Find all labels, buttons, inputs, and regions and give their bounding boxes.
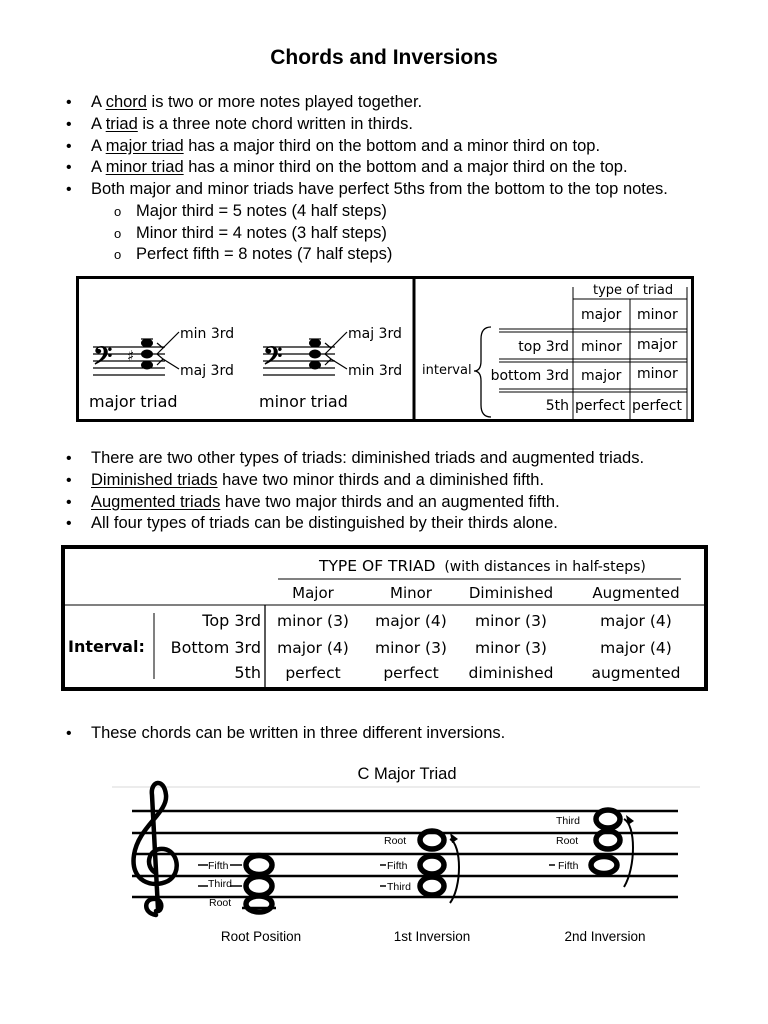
bass-clef-icon: 𝄢	[263, 342, 283, 377]
major-bottom-interval-label: maj 3rd	[180, 363, 234, 379]
definition-bullet-item	[66, 92, 668, 114]
row-label-5th: 5th	[545, 398, 569, 414]
table-cell: major (4)	[600, 639, 672, 657]
triad-bullet-text: have two minor thirds and a diminished fifth.	[217, 470, 545, 489]
triad-bullet-term: Augmented triads	[91, 492, 221, 511]
table-cell: minor (3)	[475, 639, 547, 657]
bullet-list-inversions	[66, 723, 505, 745]
definition-bullet-text: is a three note chord written in thirds.	[137, 114, 413, 133]
table-header-type-of-triad: type of triad	[593, 283, 674, 298]
row-label-top-3rd: top 3rd	[518, 339, 569, 355]
interval-label: interval	[422, 363, 472, 378]
table-cell: augmented	[591, 664, 681, 682]
first-inv-fifth-label: Fifth	[387, 860, 408, 872]
triad-bullet-term: Diminished triads	[91, 470, 218, 489]
table-cell: perfect	[383, 664, 439, 682]
table-cell: diminished	[468, 664, 554, 682]
table-cell: major (4)	[277, 639, 349, 657]
first-inv-root-label: Root	[384, 835, 407, 847]
table-title-note: (with distances in half-steps)	[444, 559, 646, 575]
definition-bullet-text: A	[91, 158, 106, 177]
definition-bullet-item	[66, 136, 668, 158]
definition-bullet-text: is two or more notes played together.	[146, 93, 423, 111]
minor-bottom-interval-label: min 3rd	[348, 363, 403, 379]
interval-sub-bullet-text: Minor third = 4 notes (3 half steps)	[136, 223, 387, 242]
definition-bullet-text: Both major and minor triads have perfect 5ths from the bottom to the top notes.	[91, 180, 668, 199]
definition-bullet-text: A	[91, 93, 106, 111]
definition-bullet-term: minor triad	[105, 158, 184, 177]
col-header-major: Major	[292, 584, 334, 602]
col-header-minor: minor	[637, 307, 678, 323]
bass-clef-icon: 𝄢	[93, 342, 113, 377]
triad-figure-svg	[79, 279, 691, 419]
triad-types-table-svg	[65, 549, 704, 687]
definition-bullet-item	[66, 179, 668, 201]
interval-sub-bullet-text: Perfect fifth = 8 notes (7 half steps)	[136, 245, 393, 264]
treble-clef-icon	[134, 783, 177, 915]
triad-bullet-item	[66, 470, 644, 492]
interval-sub-bullet-text: Major third = 5 notes (4 half steps)	[136, 202, 387, 220]
triad-types-table	[61, 545, 708, 691]
definition-bullet-term: major triad	[105, 136, 184, 155]
inversion-bullet-text: These chords can be written in three different inversions.	[91, 724, 506, 742]
root-pos-fifth-label: Fifth	[208, 860, 229, 872]
table-cell: major (4)	[600, 612, 672, 630]
triad-bullet-item	[66, 492, 644, 514]
col-header-minor: Minor	[390, 584, 432, 602]
caption-first-inversion: 1st Inversion	[393, 929, 471, 944]
bullet-list-other-triads	[66, 448, 644, 535]
major-top-interval-label: min 3rd	[180, 326, 235, 342]
first-inv-third-label: Third	[387, 881, 411, 893]
interval-sub-bullet-item	[114, 244, 392, 266]
interval-brace	[474, 327, 491, 417]
triad-bullet-item	[66, 448, 644, 470]
minor-triad-caption: minor triad	[259, 392, 348, 411]
staff-svg	[112, 763, 702, 953]
interval-sub-bullet-item	[114, 201, 392, 223]
first-inversion-chord	[380, 831, 459, 903]
cell-5th-minor: perfect	[632, 398, 682, 414]
table-title: TYPE OF TRIAD	[319, 557, 436, 575]
major-triad-caption: major triad	[89, 392, 178, 411]
definition-bullet-item	[66, 157, 668, 179]
col-header-diminished: Diminished	[468, 584, 554, 602]
root-pos-root-label: Root	[209, 897, 232, 909]
col-header-augmented: Augmented	[592, 584, 680, 602]
triad-type-table	[422, 283, 687, 419]
interval-sub-bullet-item	[114, 223, 392, 245]
root-pos-third-label: Third	[208, 878, 232, 890]
triad-bullet-item	[66, 513, 644, 535]
svg-text:TYPE OF TRIAD (with dist	[318, 557, 646, 575]
table-cell: minor (3)	[277, 612, 349, 630]
definition-bullet-text: A	[91, 114, 106, 133]
cell-top-3rd-major: minor	[581, 339, 622, 355]
bullet-list-definitions	[66, 92, 668, 201]
col-header-major: major	[581, 307, 622, 323]
table-cell: perfect	[285, 664, 341, 682]
triad-bullet-text: have two major thirds and an augmented fifth.	[220, 492, 560, 511]
cell-bottom-3rd-major: major	[581, 368, 622, 384]
triad-bullet-text: All four types of triads can be distinguished by their thirds alone.	[91, 514, 558, 533]
table-cell: minor (3)	[375, 639, 447, 657]
triad-bullet-text: There are two other types of triads: diminished triads and augmented triads.	[91, 449, 645, 467]
inversion-bullet-item	[66, 723, 505, 745]
caption-root-position: Root Position	[220, 929, 302, 944]
row-label: 5th	[234, 663, 261, 682]
cell-bottom-3rd-minor: minor	[637, 366, 678, 382]
second-inv-third-label: Third	[556, 815, 580, 827]
second-inv-fifth-label: Fifth	[558, 860, 579, 872]
sharp-icon: ♯	[127, 347, 135, 365]
minor-top-interval-label: maj 3rd	[348, 326, 402, 342]
table-cell: major (4)	[375, 612, 447, 630]
table-cell: minor (3)	[475, 612, 547, 630]
minor-triad-staff	[259, 326, 402, 411]
definition-bullet-text: A	[91, 136, 106, 155]
definition-bullet-term: chord	[105, 93, 147, 111]
triad-comparison-figure	[76, 276, 694, 422]
cell-5th-major: perfect	[575, 398, 625, 414]
root-position-chord	[198, 856, 276, 913]
definition-bullet-item	[66, 114, 668, 136]
major-triad-staff	[89, 326, 234, 411]
row-label: Bottom 3rd	[170, 638, 261, 657]
c-major-triad-title: C Major Triad	[357, 765, 457, 783]
definition-bullet-text: has a minor third on the bottom and a major third on the top.	[183, 158, 628, 177]
c-major-triad-figure	[112, 763, 702, 953]
row-label: Top 3rd	[202, 611, 261, 630]
cell-top-3rd-minor: major	[637, 337, 678, 353]
sub-bullet-list-intervals	[114, 201, 392, 266]
definition-bullet-text: has a major third on the bottom and a minor third on top.	[183, 136, 601, 155]
row-label-bottom-3rd: bottom 3rd	[490, 368, 569, 384]
page-title: Chords and Inversions	[270, 46, 498, 69]
interval-label: Interval:	[68, 637, 145, 656]
caption-second-inversion: 2nd Inversion	[564, 929, 646, 944]
definition-bullet-term: triad	[105, 114, 138, 133]
second-inv-root-label: Root	[556, 835, 579, 847]
